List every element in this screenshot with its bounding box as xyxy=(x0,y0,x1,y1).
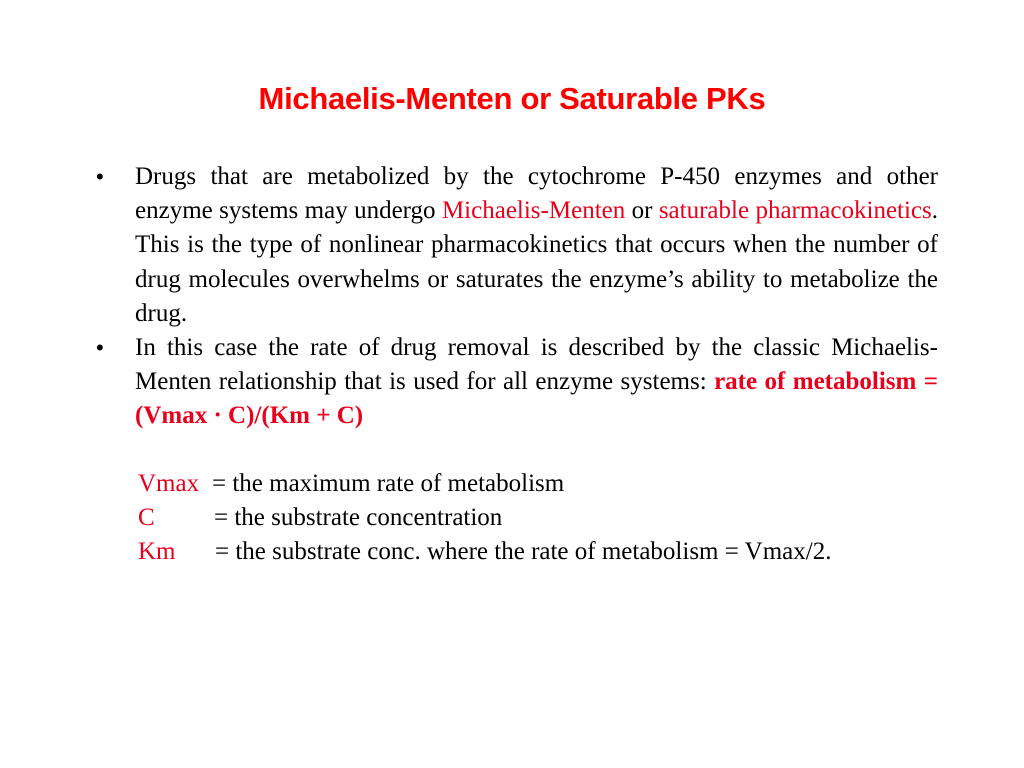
rate-equation: rate of metabolism = (Vmax · C)/(Km + C) xyxy=(135,368,938,430)
definition-km xyxy=(138,535,831,569)
def-text-vmax: = the maximum rate of metabolism xyxy=(212,470,565,497)
bullet-1-text-a: Drugs that are metabolized by the cytochrome P-450 enzymes and other enzyme systems may undergo xyxy=(135,163,938,225)
def-text-c: = the substrate concentration xyxy=(214,504,503,532)
definition-c xyxy=(138,501,831,535)
def-term-c: C xyxy=(138,504,155,532)
bullet-marker: • xyxy=(96,164,104,189)
slide-title: Michaelis-Menten or Saturable PKs xyxy=(258,81,766,116)
def-term-km: Km xyxy=(138,538,176,566)
def-term-vmax: Vmax xyxy=(138,470,200,497)
term-saturable-pk: saturable pharmacokinetics xyxy=(658,197,932,225)
bullet-2-text: In this case the rate of drug removal is described by the classic Michaelis- Menten relationship that is used for all enzyme systems: xyxy=(135,334,938,396)
bullet-item-1 xyxy=(96,160,938,331)
bullet-1-text-c: . This is the type of nonlinear pharmacokinetics that occurs when the number of drug molecules overwhelms or saturates the enzyme’s ability to metabolize the drug. xyxy=(135,197,939,327)
bullet-list xyxy=(96,160,938,434)
bullet-1-text-b: or xyxy=(625,197,659,225)
definition-vmax xyxy=(138,467,831,501)
def-text-km: = the substrate conc. where the rate of metabolism = Vmax/2. xyxy=(215,538,832,566)
definitions xyxy=(138,467,831,570)
bullet-marker: • xyxy=(96,335,104,361)
term-michaelis-menten: Michaelis-Menten xyxy=(441,197,626,225)
bullet-item-2 xyxy=(96,331,938,434)
